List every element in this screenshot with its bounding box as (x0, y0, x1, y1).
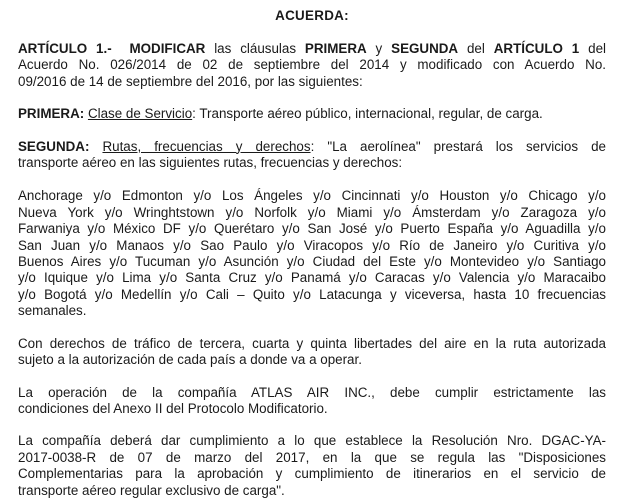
derechos-line: sujeto a la autorización de cada país a donde va a operar. (18, 352, 362, 368)
rutas-line: Farwaniya y/o México DF y/o Querétaro y/o San José y/o Puerto España y/o Aguadilla y/o (18, 221, 606, 237)
rutas-line: Nueva York y/o Wringhtstown y/o Norfolk y/o Miami y/o Ámsterdam y/o Zaragoza y/o (18, 204, 606, 220)
articulo-1-line-1 (18, 41, 606, 57)
articulo-1-text-4: del (579, 41, 607, 56)
segunda-label: SEGUNDA: (18, 138, 90, 154)
operacion-line: La operación de la compañía ATLAS AIR INC., debe cumplir estrictamente las (18, 384, 606, 400)
compania-line: Complementarias para la aprobación y cumplimiento de itinerarios en el servicio de (18, 466, 606, 482)
compania-line: transporte aéreo regular exclusivo de carga". (18, 482, 285, 498)
primera-label: PRIMERA: (18, 106, 85, 122)
rutas-line: Anchorage y/o Edmonton y/o Los Ángeles y/o Cincinnati y/o Houston y/o Chicago y/o (18, 188, 606, 204)
derechos-paragraph (18, 336, 606, 369)
articulo-1-text-2: y (366, 41, 392, 56)
compania-line: La compañía deberá dar cumplimiento a lo que establece la Resolución Nro. DGAC-YA- (18, 433, 606, 449)
rutas-line: y/o Iquique y/o Lima y/o Santa Cruz y/o Panamá y/o Caracas y/o Valencia y/o Maracaibo (18, 270, 606, 286)
rutas-line: y/o Bogotá y/o Medellín y/o Cali – Quito y/o Latacunga y viceversa, hasta 10 frecuencias (18, 286, 606, 302)
articulo-1-label: ARTÍCULO 1.- (18, 41, 112, 56)
operacion-paragraph (18, 385, 606, 418)
segunda-text: : "La aerolínea" prestará los servicios de (310, 138, 606, 154)
operacion-line: condiciones del Anexo II del Protocolo Modificatorio. (18, 400, 328, 416)
rutas-line: semanales. (18, 303, 87, 319)
segunda-ref: SEGUNDA (391, 41, 459, 56)
articulo-1-paragraph (18, 41, 606, 90)
compania-paragraph (18, 433, 606, 499)
articulo-1-line-2: Acuerdo No. 026/2014 de 02 de septiembre del 2014 y modificado con Acuerdo No. (18, 57, 606, 73)
derechos-line: Con derechos de tráfico de tercera, cuarta y quinta libertades del aire en la ruta autorizada (18, 335, 606, 351)
segunda-key: Rutas, frecuencias y derechos (102, 138, 311, 154)
articulo-ref: ARTÍCULO 1 (493, 41, 580, 56)
rutas-line: Buenos Aires y/o Tucuman y/o Asunción y/o Ciudad del Este y/o Montevideo y/o Santiago (18, 254, 606, 270)
segunda-line-1 (18, 139, 606, 155)
rutas-line: San Juan y/o Manaos y/o Sao Paulo y/o Viracopos y/o Río de Janeiro y/o Curitiva y/o (18, 237, 606, 253)
primera-key: Clase de Servicio (87, 106, 193, 122)
primera-text: : Transporte aéreo público, internacional, regular, de carga. (192, 106, 543, 122)
articulo-1-text-1: las cláusulas (205, 41, 305, 56)
rutas-paragraph (18, 188, 606, 319)
articulo-1-text-3: del (458, 41, 494, 56)
document-page (18, 0, 606, 499)
modificar-verb: MODIFICAR (129, 41, 206, 56)
segunda-paragraph (18, 139, 606, 172)
section-heading: ACUERDA: (275, 8, 349, 23)
articulo-1-line-3: 09/2016 de 14 de septiembre del 2016, por las siguientes: (18, 73, 363, 89)
primera-ref: PRIMERA (304, 41, 367, 56)
primera-line (18, 106, 606, 122)
segunda-line-2: transporte aéreo en las siguientes rutas, frecuencias y derechos: (18, 155, 403, 171)
compania-line: 2017-0038-R de 07 de marzo del 2017, en la que se regula las "Disposiciones (18, 449, 606, 465)
primera-paragraph (18, 106, 606, 122)
